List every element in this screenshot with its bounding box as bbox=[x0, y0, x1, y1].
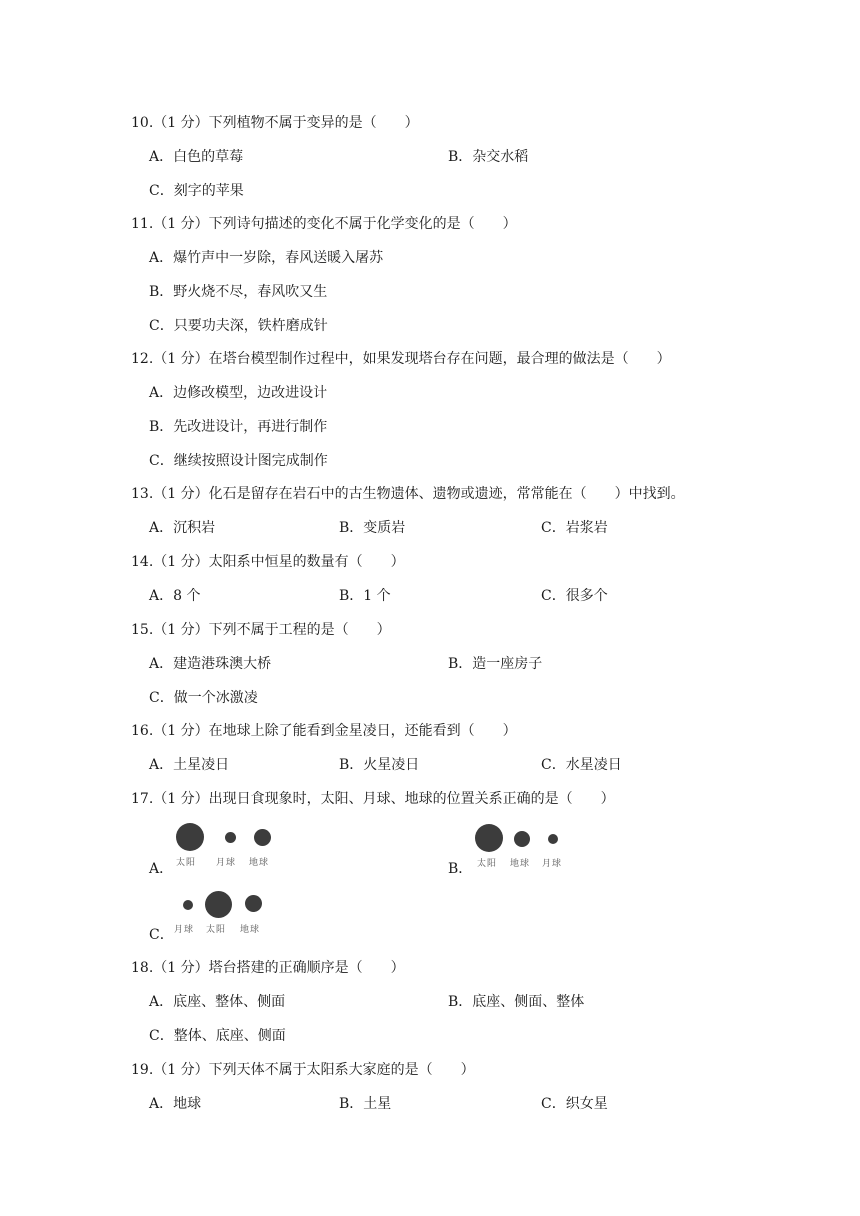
sun-circle bbox=[176, 823, 204, 851]
earth-label: 地球 bbox=[510, 859, 531, 869]
question-15-option-a[interactable]: A．建造港珠澳大桥 bbox=[149, 656, 272, 672]
question-18-option-a[interactable]: A．底座、整体、侧面 bbox=[149, 994, 286, 1010]
question-17-option-a[interactable]: A． bbox=[149, 861, 174, 877]
question-17-stem: 17.（1 分）出现日食现象时，太阳、月球、地球的位置关系正确的是（ ） bbox=[131, 791, 615, 807]
moon-label: 月球 bbox=[216, 858, 237, 868]
question-12-stem: 12.（1 分）在塔台模型制作过程中，如果发现塔台存在问题，最合理的做法是（ ） bbox=[131, 351, 671, 367]
question-15-stem: 15.（1 分）下列不属于工程的是（ ） bbox=[131, 622, 391, 638]
question-13-option-c[interactable]: C．岩浆岩 bbox=[541, 520, 608, 536]
moon-circle bbox=[225, 832, 236, 843]
question-13-option-a[interactable]: A．沉积岩 bbox=[149, 520, 216, 536]
moon-circle bbox=[548, 834, 558, 844]
question-17-option-c[interactable]: C． bbox=[149, 927, 174, 943]
question-12-option-c[interactable]: C．继续按照设计图完成制作 bbox=[149, 453, 328, 469]
question-16-option-c[interactable]: C．水星凌日 bbox=[541, 757, 622, 773]
sun-moon-earth-diagram-b bbox=[474, 822, 584, 874]
question-14-option-b[interactable]: B．1 个 bbox=[339, 588, 391, 604]
question-18-option-c[interactable]: C．整体、底座、侧面 bbox=[149, 1028, 286, 1044]
question-19-option-b[interactable]: B．土星 bbox=[339, 1096, 392, 1112]
earth-circle bbox=[254, 829, 271, 846]
earth-label: 地球 bbox=[249, 858, 270, 868]
earth-circle bbox=[245, 895, 262, 912]
moon-circle bbox=[183, 900, 193, 910]
question-19-stem: 19.（1 分）下列天体不属于太阳系大家庭的是（ ） bbox=[131, 1062, 475, 1078]
sun-moon-earth-diagram-c bbox=[174, 888, 284, 940]
sun-label: 太阳 bbox=[206, 925, 227, 935]
question-19-option-a[interactable]: A．地球 bbox=[149, 1096, 202, 1112]
question-15-option-c[interactable]: C．做一个冰激凌 bbox=[149, 690, 258, 706]
question-14-option-a[interactable]: A．8 个 bbox=[149, 588, 201, 604]
sun-circle bbox=[475, 824, 503, 852]
question-11-option-c[interactable]: C．只要功夫深，铁杵磨成针 bbox=[149, 318, 328, 334]
question-12-option-a[interactable]: A．边修改模型，边改进设计 bbox=[149, 385, 328, 401]
question-16-option-a[interactable]: A．土星凌日 bbox=[149, 757, 230, 773]
earth-label: 地球 bbox=[240, 925, 261, 935]
question-11-option-a[interactable]: A．爆竹声中一岁除，春风送暖入屠苏 bbox=[149, 250, 384, 266]
sun-label: 太阳 bbox=[176, 858, 197, 868]
question-10-stem: 10.（1 分）下列植物不属于变异的是（ ） bbox=[131, 115, 419, 131]
question-18-option-b[interactable]: B．底座、侧面、整体 bbox=[448, 994, 585, 1010]
moon-label: 月球 bbox=[174, 925, 195, 935]
question-17-option-b[interactable]: B． bbox=[448, 861, 473, 877]
question-15-option-b[interactable]: B．造一座房子 bbox=[448, 656, 543, 672]
sun-circle bbox=[205, 891, 232, 918]
moon-label: 月球 bbox=[542, 859, 563, 869]
question-14-stem: 14.（1 分）太阳系中恒星的数量有（ ） bbox=[131, 554, 405, 570]
question-16-option-b[interactable]: B．火星凌日 bbox=[339, 757, 420, 773]
question-10-option-c[interactable]: C．刻字的苹果 bbox=[149, 183, 244, 199]
question-10-option-a[interactable]: A．白色的草莓 bbox=[149, 149, 244, 165]
question-11-option-b[interactable]: B．野火烧不尽，春风吹又生 bbox=[149, 284, 328, 300]
question-16-stem: 16.（1 分）在地球上除了能看到金星凌日，还能看到（ ） bbox=[131, 723, 517, 739]
question-12-option-b[interactable]: B．先改进设计，再进行制作 bbox=[149, 419, 328, 435]
earth-circle bbox=[514, 831, 530, 847]
question-19-option-c[interactable]: C．织女星 bbox=[541, 1096, 608, 1112]
question-13-option-b[interactable]: B．变质岩 bbox=[339, 520, 406, 536]
question-10-option-b[interactable]: B．杂交水稻 bbox=[448, 149, 529, 165]
sun-label: 太阳 bbox=[477, 859, 498, 869]
question-11-stem: 11.（1 分）下列诗句描述的变化不属于化学变化的是（ ） bbox=[131, 216, 517, 232]
question-18-stem: 18.（1 分）塔台搭建的正确顺序是（ ） bbox=[131, 960, 405, 976]
question-13-stem: 13.（1 分）化石是留存在岩石中的古生物遗体、遗物或遗迹，常常能在（ ）中找到。 bbox=[131, 486, 685, 502]
question-14-option-c[interactable]: C．很多个 bbox=[541, 588, 608, 604]
sun-moon-earth-diagram-a bbox=[174, 820, 284, 872]
